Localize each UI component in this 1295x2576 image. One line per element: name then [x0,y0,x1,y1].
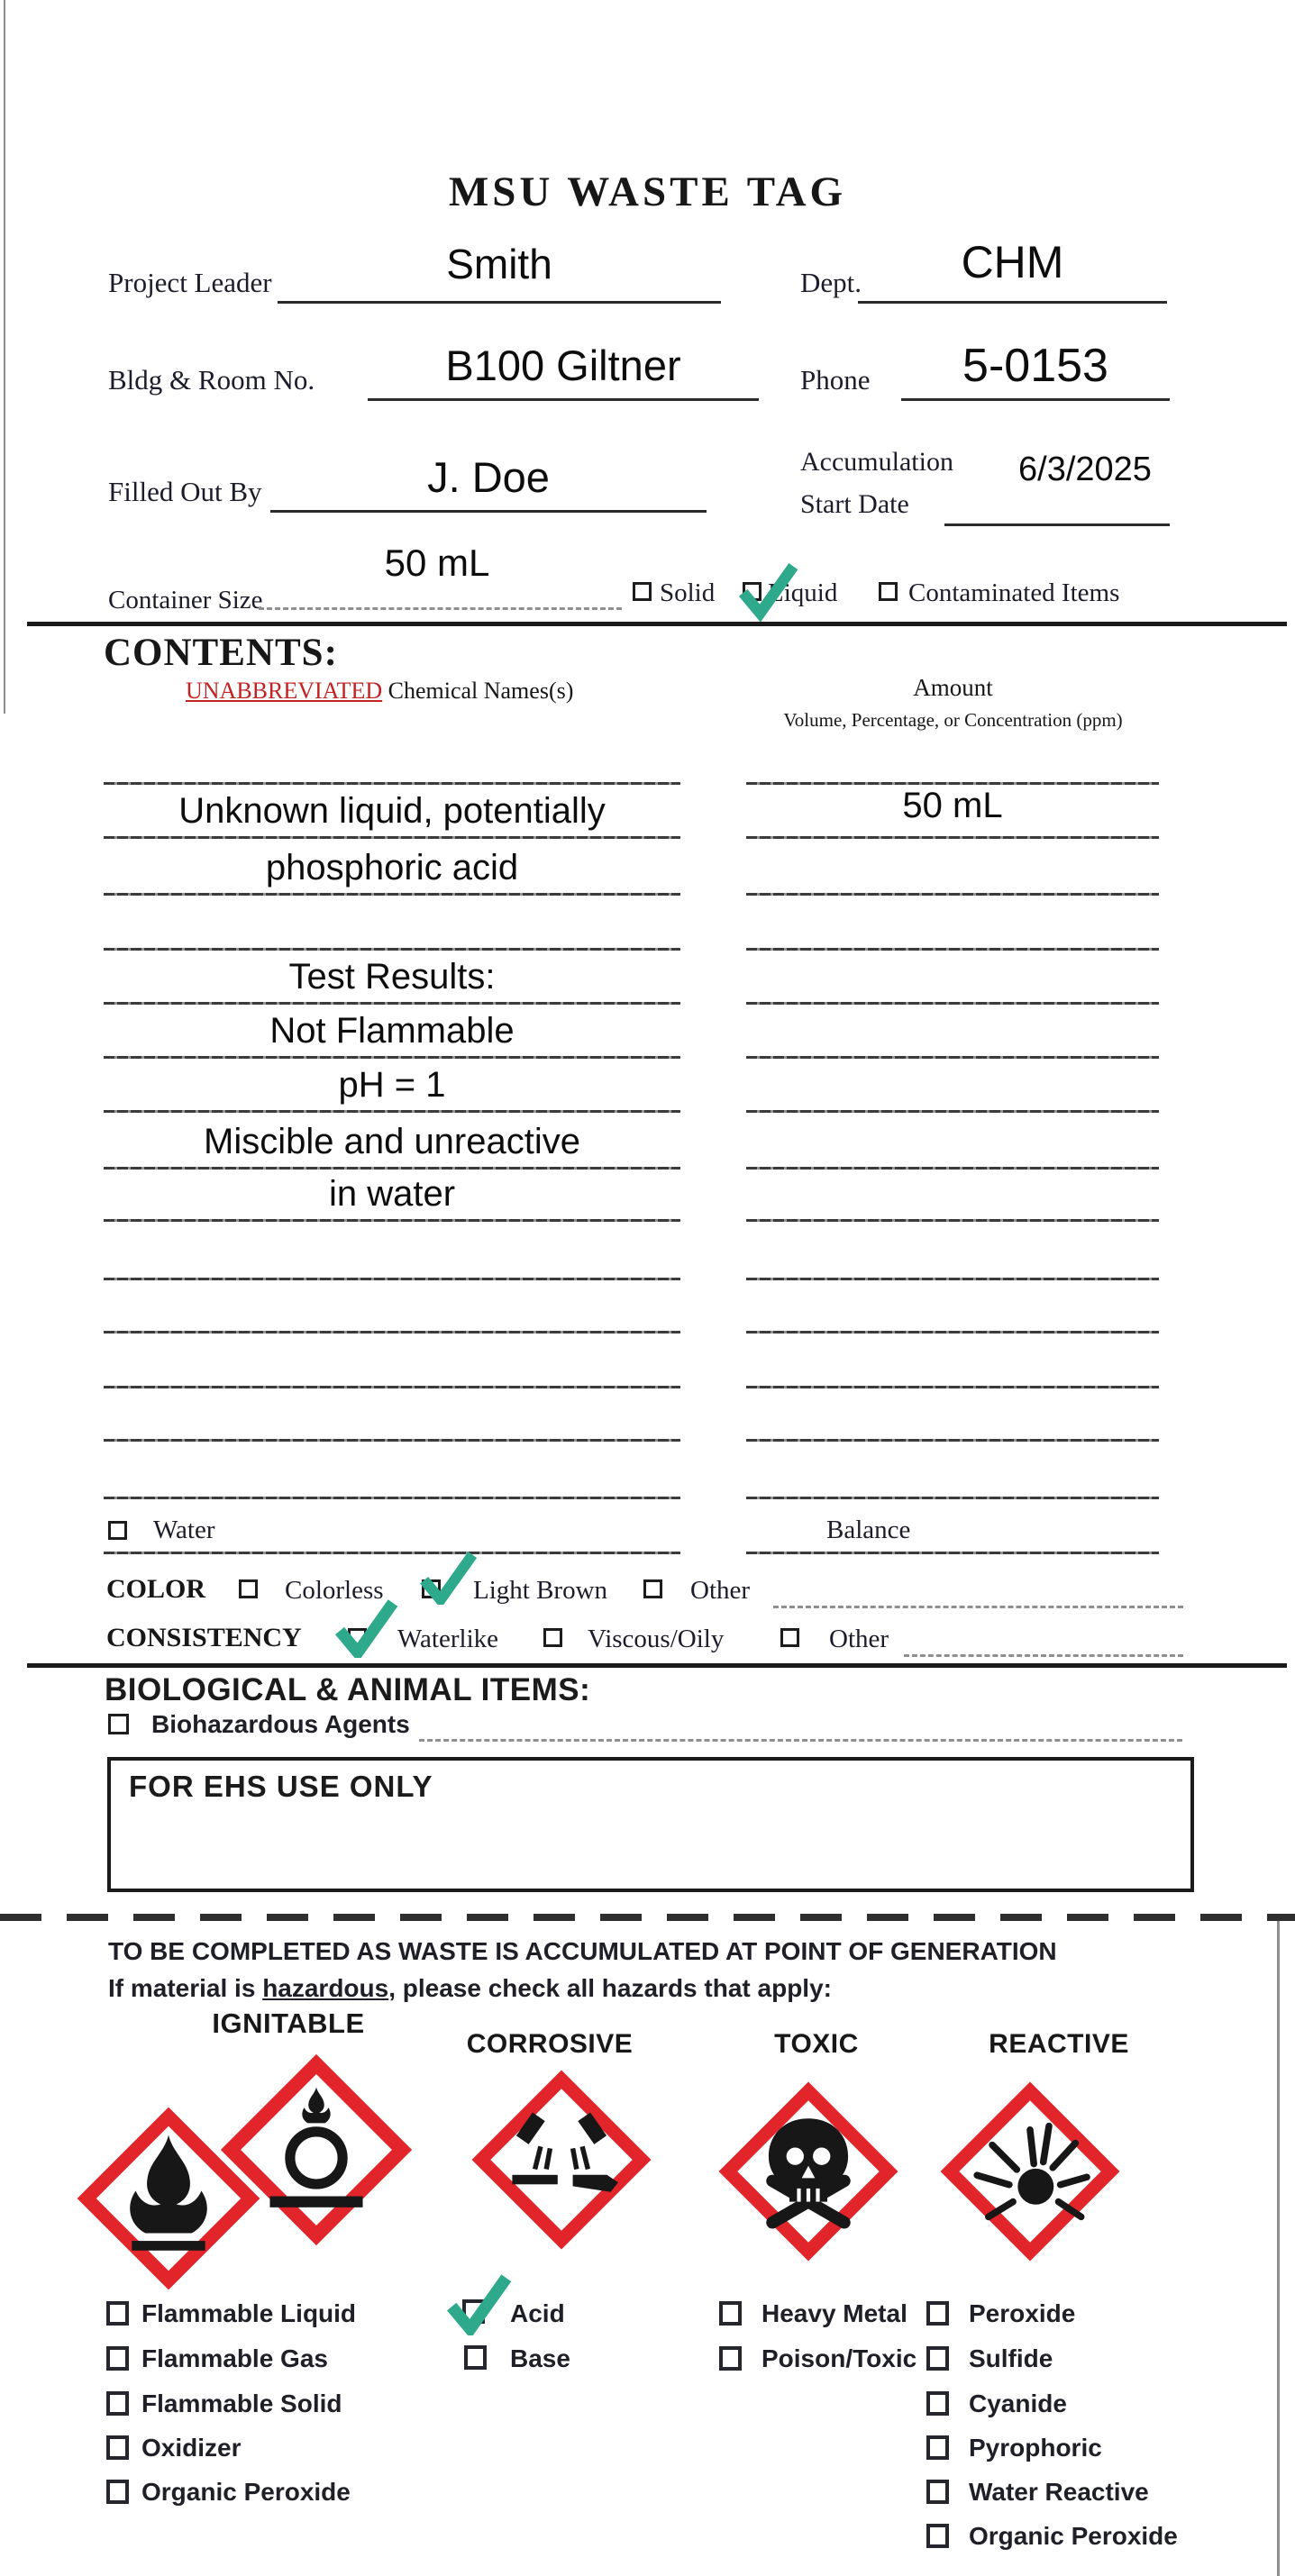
consistency-section-label: CONSISTENCY [106,1623,302,1652]
amount-header: Amount [913,674,993,701]
pog-line2-prefix: If material is [108,1974,263,2002]
ignitable-header: IGNITABLE [212,2007,365,2039]
chemical-name-entry: pH = 1 [338,1065,446,1105]
ehs-use-only-label: FOR EHS USE ONLY [129,1770,433,1803]
sulfide-checkbox[interactable] [926,2346,949,2371]
amount-line [746,1110,1159,1113]
container-size-value: 50 mL [384,542,490,584]
cyanide-label: Cyanide [969,2389,1067,2417]
amount-subheader: Volume, Percentage, or Concentration (ppm) [783,709,1123,731]
amount-line [746,1331,1159,1334]
consistency-other-line [904,1654,1183,1657]
chemical-name-line [104,948,680,951]
project-leader-label: Project Leader [108,267,272,298]
color-other-checkbox[interactable] [643,1579,662,1598]
chemical-name-line [104,1331,680,1334]
water-reactive-label: Water Reactive [969,2478,1149,2506]
water-label: Water [153,1516,215,1544]
chemical-names-header [186,678,573,705]
balance-label: Balance [826,1516,911,1544]
skull-crossbones-pictogram-icon [714,2077,903,2266]
section-divider [27,622,1287,626]
corrosion-pictogram-icon [467,2065,656,2254]
organic-peroxide-reactive-checkbox[interactable] [926,2524,949,2548]
start-date-label: Start Date [800,489,909,519]
biohazardous-agents-checkbox[interactable] [108,1714,129,1734]
cyanide-checkbox[interactable] [926,2391,949,2416]
chemical-name-entry: phosphoric acid [265,848,519,887]
chemical-name-entry: Not Flammable [269,1011,515,1051]
balance-line [746,1552,1159,1554]
viscous-oily-checkbox[interactable] [543,1628,562,1647]
amount-entry: 50 mL [902,786,1003,825]
color-other-line [773,1606,1183,1608]
chemical-name-line [104,1002,680,1005]
chemical-name-entry: Unknown liquid, potentially [178,791,606,831]
color-section-label: COLOR [106,1574,206,1604]
chemical-name-entry: Miscible and unreactive [204,1122,580,1161]
peroxide-checkbox[interactable] [926,2301,949,2326]
dept-line [858,301,1167,304]
filled-out-by-label: Filled Out By [108,476,262,507]
bldg-room-label: Bldg & Room No. [108,364,315,396]
viscous-oily-label: Viscous/Oily [588,1625,725,1653]
biohazardous-agents-label: Biohazardous Agents [151,1710,410,1738]
organic-peroxide-ignitable-checkbox[interactable] [106,2480,129,2504]
amount-line [746,1002,1159,1005]
solid-label: Solid [660,578,716,607]
accumulation-label: Accumulation [800,447,953,477]
checkmark-icon [415,1551,480,1605]
heavy-metal-label: Heavy Metal [761,2299,907,2327]
chemical-name-line [104,1219,680,1222]
chemical-name-line [104,1110,680,1113]
amount-line [746,893,1159,896]
filled-out-by-value: J. Doe [427,453,550,501]
flammable-gas-label: Flammable Gas [141,2344,328,2372]
organic-peroxide-ignitable-label: Organic Peroxide [141,2478,351,2506]
water-line [104,1552,680,1554]
pog-instruction-line1: TO BE COMPLETED AS WASTE IS ACCUMULATED AT POINT OF GENERATION [108,1937,1057,1965]
unabbreviated-text: UNABBREVIATED [186,678,383,704]
exploding-bomb-pictogram-icon [935,2077,1125,2266]
consistency-other-checkbox[interactable] [780,1628,799,1647]
amount-line [746,1386,1159,1388]
solid-checkbox[interactable] [633,582,652,601]
chemical-name-line [104,1167,680,1170]
container-size-label: Container Size [108,586,263,614]
contents-heading: CONTENTS: [104,632,338,674]
pog-line2-suffix: , please check all hazards that apply: [388,1974,832,2002]
pyrophoric-label: Pyrophoric [969,2434,1102,2462]
project-leader-value: Smith [446,241,552,287]
chemical-name-entry: Test Results: [288,957,496,997]
flame-pictogram-icon [72,2102,265,2295]
bldg-room-value: B100 Giltner [445,341,681,389]
biohazardous-agents-line [419,1739,1182,1742]
phone-line [901,398,1170,401]
colorless-label: Colorless [285,1576,384,1605]
amount-line [746,1219,1159,1222]
chemical-name-line [104,1056,680,1059]
page-edge-right [1277,1914,1280,2576]
chemical-names-text: Chemical Names(s) [382,678,574,704]
chemical-name-line [104,1439,680,1442]
amount-line [746,1278,1159,1280]
sulfide-label: Sulfide [969,2344,1053,2372]
toxic-header: TOXIC [774,2029,859,2059]
ehs-use-only-box [107,1757,1194,1892]
corrosive-header: CORROSIVE [466,2029,634,2059]
page-title: MSU WASTE TAG [448,168,847,215]
flammable-gas-checkbox[interactable] [106,2346,129,2371]
organic-peroxide-reactive-label: Organic Peroxide [969,2522,1178,2550]
start-date-line [944,523,1170,526]
contaminated-items-checkbox[interactable] [879,582,898,601]
filled-out-by-line [270,510,707,513]
checkmark-icon [445,2272,512,2335]
start-date-value: 6/3/2025 [1018,451,1152,488]
acid-label: Acid [510,2299,565,2327]
bldg-room-line [368,398,759,401]
amount-line [746,1497,1159,1499]
base-checkbox[interactable] [464,2345,487,2370]
section-divider [27,1663,1287,1668]
water-checkbox[interactable] [108,1521,127,1540]
dept-value: CHM [961,237,1064,287]
amount-line [746,1167,1159,1170]
waterlike-label: Waterlike [397,1625,498,1653]
cut-line [0,1914,1295,1921]
reactive-header: REACTIVE [989,2029,1129,2059]
phone-value: 5-0153 [962,340,1108,392]
light-brown-label: Light Brown [473,1576,608,1605]
flammable-solid-checkbox[interactable] [106,2391,129,2416]
page-edge-left [4,0,5,714]
dept-label: Dept. [800,267,862,298]
peroxide-label: Peroxide [969,2299,1076,2327]
chemical-name-line [104,1497,680,1499]
amount-line [746,948,1159,951]
flammable-liquid-checkbox[interactable] [106,2301,129,2326]
flammable-liquid-label: Flammable Liquid [141,2299,357,2327]
biological-heading: BIOLOGICAL & ANIMAL ITEMS: [105,1672,591,1707]
checkmark-icon [333,1598,398,1658]
phone-label: Phone [800,364,871,396]
checkmark-icon [737,559,798,622]
chemical-name-line [104,1386,680,1388]
liquid-label: Liquid [768,578,838,607]
chemical-name-entry: in water [328,1174,456,1214]
chemical-name-line [104,1278,680,1280]
flammable-solid-label: Flammable Solid [141,2389,342,2417]
color-other-label: Other [690,1576,751,1605]
chemical-name-line [104,893,680,896]
contaminated-items-label: Contaminated Items [908,578,1120,607]
chemical-name-line [104,782,680,785]
oxidizer-label: Oxidizer [141,2434,242,2462]
amount-line [746,1056,1159,1059]
container-size-line [259,607,622,610]
colorless-checkbox[interactable] [239,1579,258,1598]
heavy-metal-checkbox[interactable] [719,2301,742,2326]
base-label: Base [510,2344,570,2372]
pog-line2-hazardous: hazardous [262,1974,389,2002]
pyrophoric-checkbox[interactable] [926,2435,949,2460]
oxidizer-checkbox[interactable] [106,2435,129,2460]
poison-toxic-checkbox[interactable] [719,2346,742,2371]
project-leader-line [278,301,721,304]
amount-line [746,782,1159,785]
amount-line [746,836,1159,839]
amount-line [746,1439,1159,1442]
pog-instruction-line2 [108,1974,832,2003]
consistency-other-label: Other [829,1625,889,1653]
chemical-name-line [104,836,680,839]
poison-toxic-label: Poison/Toxic [761,2344,917,2372]
water-reactive-checkbox[interactable] [926,2480,949,2504]
